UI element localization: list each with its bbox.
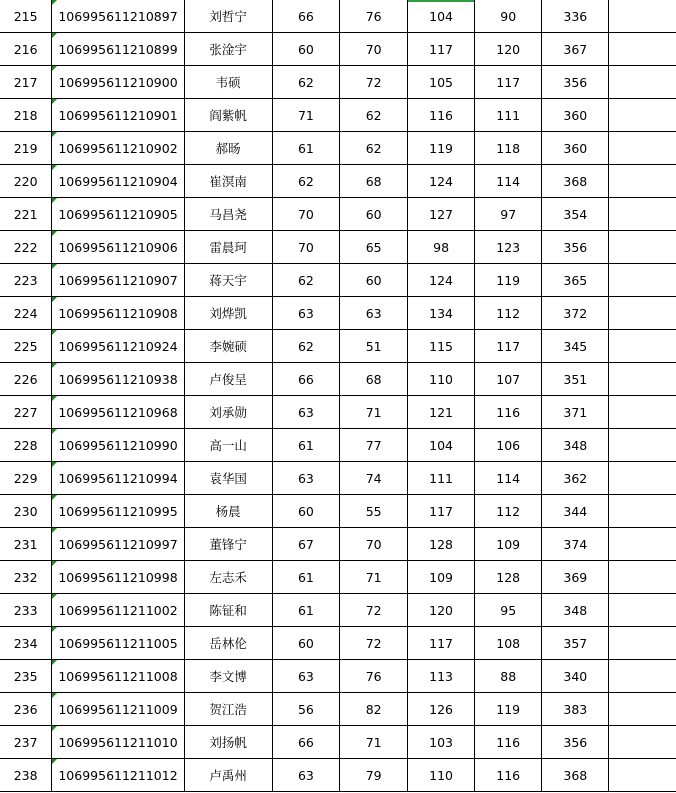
row-number-cell[interactable]: 224: [0, 297, 52, 330]
name-cell[interactable]: 张淦宇: [184, 33, 272, 66]
total-score-cell[interactable]: 344: [542, 495, 609, 528]
candidate-id-cell[interactable]: 106995611210906: [52, 231, 184, 264]
score-cell-2[interactable]: 72: [340, 627, 408, 660]
table-row: [0, 165, 676, 198]
score-cell-4[interactable]: 118: [475, 132, 542, 165]
score-cell-1[interactable]: 66: [272, 0, 340, 33]
score-cell-1[interactable]: 70: [272, 198, 340, 231]
row-number-cell[interactable]: 225: [0, 330, 52, 363]
name-cell[interactable]: 崔溟南: [184, 165, 272, 198]
candidate-id-cell[interactable]: 106995611210997: [52, 528, 184, 561]
row-number-cell[interactable]: 221: [0, 198, 52, 231]
score-cell-2[interactable]: 76: [340, 660, 408, 693]
score-cell-3[interactable]: 124: [408, 165, 475, 198]
score-cell-1[interactable]: 62: [272, 66, 340, 99]
candidate-id-cell[interactable]: 106995611210902: [52, 132, 184, 165]
score-cell-4[interactable]: 123: [475, 231, 542, 264]
name-cell[interactable]: 袁华国: [184, 462, 272, 495]
candidate-id-cell[interactable]: 106995611210938: [52, 363, 184, 396]
row-number-cell[interactable]: 222: [0, 231, 52, 264]
score-cell-2[interactable]: 65: [340, 231, 408, 264]
score-cell-4[interactable]: 108: [475, 627, 542, 660]
empty-cell[interactable]: [609, 429, 676, 462]
row-number-cell[interactable]: 223: [0, 264, 52, 297]
empty-cell[interactable]: [609, 165, 676, 198]
score-cell-1[interactable]: 61: [272, 561, 340, 594]
empty-cell[interactable]: [609, 462, 676, 495]
candidate-id-cell[interactable]: 106995611210904: [52, 165, 184, 198]
score-cell-2[interactable]: 72: [340, 66, 408, 99]
total-score-cell[interactable]: 345: [542, 330, 609, 363]
score-cell-1[interactable]: 61: [272, 594, 340, 627]
name-cell[interactable]: 岳林伦: [184, 627, 272, 660]
score-cell-2[interactable]: 62: [340, 132, 408, 165]
table-row: [0, 231, 676, 264]
candidate-id-cell[interactable]: 106995611210990: [52, 429, 184, 462]
candidate-id-cell[interactable]: 106995611211005: [52, 627, 184, 660]
score-cell-1[interactable]: 63: [272, 297, 340, 330]
candidate-id-cell[interactable]: 106995611210908: [52, 297, 184, 330]
score-cell-4[interactable]: 112: [475, 495, 542, 528]
name-cell[interactable]: 马昌尧: [184, 198, 272, 231]
score-cell-2[interactable]: 76: [340, 0, 408, 33]
total-score-cell[interactable]: 383: [542, 693, 609, 726]
score-cell-2[interactable]: 77: [340, 429, 408, 462]
row-number-cell[interactable]: 234: [0, 627, 52, 660]
score-cell-1[interactable]: 60: [272, 495, 340, 528]
score-cell-4[interactable]: 114: [475, 462, 542, 495]
candidate-id-cell[interactable]: 106995611211012: [52, 759, 184, 792]
table-row: [0, 330, 676, 363]
score-cell-4[interactable]: 111: [475, 99, 542, 132]
name-cell[interactable]: 刘哲宁: [184, 0, 272, 33]
total-score-cell[interactable]: 336: [542, 0, 609, 33]
score-cell-1[interactable]: 63: [272, 462, 340, 495]
total-score-cell[interactable]: 374: [542, 528, 609, 561]
empty-cell[interactable]: [609, 726, 676, 759]
score-cell-3[interactable]: 116: [408, 99, 475, 132]
score-cell-4[interactable]: 88: [475, 660, 542, 693]
score-cell-4[interactable]: 116: [475, 726, 542, 759]
total-score-cell[interactable]: 356: [542, 66, 609, 99]
score-cell-1[interactable]: 61: [272, 132, 340, 165]
row-number-cell[interactable]: 216: [0, 33, 52, 66]
name-cell[interactable]: 杨晨: [184, 495, 272, 528]
row-number-cell[interactable]: 227: [0, 396, 52, 429]
empty-cell[interactable]: [609, 132, 676, 165]
score-cell-2[interactable]: 70: [340, 528, 408, 561]
score-cell-1[interactable]: 66: [272, 363, 340, 396]
score-cell-2[interactable]: 51: [340, 330, 408, 363]
table-row: [0, 297, 676, 330]
score-cell-2[interactable]: 71: [340, 396, 408, 429]
empty-cell[interactable]: [609, 396, 676, 429]
candidate-id-cell[interactable]: 106995611210907: [52, 264, 184, 297]
score-cell-3[interactable]: 113: [408, 660, 475, 693]
row-number-cell[interactable]: 228: [0, 429, 52, 462]
name-cell[interactable]: 卢禹州: [184, 759, 272, 792]
candidate-id-cell[interactable]: 106995611210900: [52, 66, 184, 99]
empty-cell[interactable]: [609, 66, 676, 99]
table-row: [0, 726, 676, 759]
score-cell-2[interactable]: 71: [340, 726, 408, 759]
name-cell[interactable]: 李婉硕: [184, 330, 272, 363]
candidate-id-cell[interactable]: 106995611210998: [52, 561, 184, 594]
row-number-cell[interactable]: 236: [0, 693, 52, 726]
row-number-cell[interactable]: 229: [0, 462, 52, 495]
row-number-cell[interactable]: 219: [0, 132, 52, 165]
empty-cell[interactable]: [609, 627, 676, 660]
table-row: [0, 0, 676, 33]
score-cell-2[interactable]: 68: [340, 363, 408, 396]
name-cell[interactable]: 阎紫帆: [184, 99, 272, 132]
empty-cell[interactable]: [609, 0, 676, 33]
score-cell-1[interactable]: 67: [272, 528, 340, 561]
score-cell-4[interactable]: 119: [475, 693, 542, 726]
score-cell-4[interactable]: 119: [475, 264, 542, 297]
score-cell-3[interactable]: 124: [408, 264, 475, 297]
score-cell-1[interactable]: 71: [272, 99, 340, 132]
row-number-cell[interactable]: 230: [0, 495, 52, 528]
score-cell-1[interactable]: 62: [272, 264, 340, 297]
score-cell-3[interactable]: 105: [408, 66, 475, 99]
row-number-cell[interactable]: 231: [0, 528, 52, 561]
table-row: [0, 264, 676, 297]
score-cell-3[interactable]: 128: [408, 528, 475, 561]
total-score-cell[interactable]: 368: [542, 165, 609, 198]
candidate-id-cell[interactable]: 106995611211009: [52, 693, 184, 726]
score-cell-1[interactable]: 62: [272, 165, 340, 198]
total-score-cell[interactable]: 360: [542, 99, 609, 132]
table-row: [0, 627, 676, 660]
score-cell-2[interactable]: 68: [340, 165, 408, 198]
row-number-cell[interactable]: 218: [0, 99, 52, 132]
score-cell-2[interactable]: 70: [340, 33, 408, 66]
candidate-id-cell[interactable]: 106995611210899: [52, 33, 184, 66]
score-cell-2[interactable]: 60: [340, 198, 408, 231]
score-cell-3[interactable]: 104: [408, 429, 475, 462]
score-cell-1[interactable]: 56: [272, 693, 340, 726]
candidate-id-cell[interactable]: 106995611210994: [52, 462, 184, 495]
candidate-id-cell[interactable]: 106995611210968: [52, 396, 184, 429]
total-score-cell[interactable]: 360: [542, 132, 609, 165]
score-cell-4[interactable]: 128: [475, 561, 542, 594]
row-number-cell[interactable]: 217: [0, 66, 52, 99]
score-cell-3[interactable]: 110: [408, 363, 475, 396]
name-cell[interactable]: 刘承勋: [184, 396, 272, 429]
empty-cell[interactable]: [609, 198, 676, 231]
total-score-cell[interactable]: 356: [542, 231, 609, 264]
table-row: [0, 660, 676, 693]
row-number-cell[interactable]: 215: [0, 0, 52, 33]
score-cell-2[interactable]: 82: [340, 693, 408, 726]
total-score-cell[interactable]: 362: [542, 462, 609, 495]
total-score-cell[interactable]: 367: [542, 33, 609, 66]
candidate-id-cell[interactable]: 106995611211002: [52, 594, 184, 627]
score-cell-1[interactable]: 60: [272, 627, 340, 660]
total-score-cell[interactable]: 351: [542, 363, 609, 396]
score-cell-4[interactable]: 116: [475, 396, 542, 429]
name-cell[interactable]: 刘烨凯: [184, 297, 272, 330]
total-score-cell[interactable]: 371: [542, 396, 609, 429]
score-cell-4[interactable]: 95: [475, 594, 542, 627]
score-cell-3[interactable]: 104: [408, 0, 475, 33]
total-score-cell[interactable]: 368: [542, 759, 609, 792]
score-cell-2[interactable]: 60: [340, 264, 408, 297]
name-cell[interactable]: 左志禾: [184, 561, 272, 594]
score-cell-3[interactable]: 119: [408, 132, 475, 165]
table-row: [0, 363, 676, 396]
name-cell[interactable]: 刘扬帆: [184, 726, 272, 759]
row-number-cell[interactable]: 226: [0, 363, 52, 396]
table-row: [0, 396, 676, 429]
candidate-id-cell[interactable]: 106995611210901: [52, 99, 184, 132]
empty-cell[interactable]: [609, 660, 676, 693]
score-cell-2[interactable]: 74: [340, 462, 408, 495]
score-cell-3[interactable]: 120: [408, 594, 475, 627]
total-score-cell[interactable]: 372: [542, 297, 609, 330]
total-score-cell[interactable]: 356: [542, 726, 609, 759]
empty-cell[interactable]: [609, 264, 676, 297]
empty-cell[interactable]: [609, 693, 676, 726]
name-cell[interactable]: 蒋天宇: [184, 264, 272, 297]
row-number-cell[interactable]: 237: [0, 726, 52, 759]
row-number-cell[interactable]: 233: [0, 594, 52, 627]
table-row: [0, 462, 676, 495]
candidate-id-cell[interactable]: 106995611210995: [52, 495, 184, 528]
score-cell-1[interactable]: 61: [272, 429, 340, 462]
score-cell-3[interactable]: 110: [408, 759, 475, 792]
score-cell-3[interactable]: 115: [408, 330, 475, 363]
row-number-cell[interactable]: 232: [0, 561, 52, 594]
score-cell-2[interactable]: 62: [340, 99, 408, 132]
score-cell-3[interactable]: 117: [408, 495, 475, 528]
score-cell-3[interactable]: 111: [408, 462, 475, 495]
score-cell-1[interactable]: 62: [272, 330, 340, 363]
candidate-id-cell[interactable]: 106995611211010: [52, 726, 184, 759]
score-cell-4[interactable]: 120: [475, 33, 542, 66]
table-row: [0, 33, 676, 66]
table-row: [0, 99, 676, 132]
score-cell-4[interactable]: 109: [475, 528, 542, 561]
score-cell-3[interactable]: 127: [408, 198, 475, 231]
score-cell-1[interactable]: 63: [272, 759, 340, 792]
total-score-cell[interactable]: 348: [542, 429, 609, 462]
score-cell-3[interactable]: 134: [408, 297, 475, 330]
score-cell-1[interactable]: 60: [272, 33, 340, 66]
empty-cell[interactable]: [609, 33, 676, 66]
candidate-id-cell[interactable]: 106995611210924: [52, 330, 184, 363]
score-cell-1[interactable]: 66: [272, 726, 340, 759]
total-score-cell[interactable]: 365: [542, 264, 609, 297]
score-cell-2[interactable]: 63: [340, 297, 408, 330]
name-cell[interactable]: 韦硕: [184, 66, 272, 99]
score-cell-4[interactable]: 117: [475, 66, 542, 99]
score-cell-1[interactable]: 70: [272, 231, 340, 264]
empty-cell[interactable]: [609, 330, 676, 363]
table-row: [0, 495, 676, 528]
name-cell[interactable]: 卢俊呈: [184, 363, 272, 396]
row-number-cell[interactable]: 238: [0, 759, 52, 792]
table-row: [0, 528, 676, 561]
score-cell-4[interactable]: 117: [475, 330, 542, 363]
score-cell-3[interactable]: 126: [408, 693, 475, 726]
table-row: [0, 198, 676, 231]
name-cell[interactable]: 贺江浩: [184, 693, 272, 726]
score-cell-3[interactable]: 103: [408, 726, 475, 759]
score-cell-4[interactable]: 90: [475, 0, 542, 33]
table-row: [0, 132, 676, 165]
score-cell-1[interactable]: 63: [272, 396, 340, 429]
total-score-cell[interactable]: 348: [542, 594, 609, 627]
score-cell-4[interactable]: 114: [475, 165, 542, 198]
table-row: [0, 594, 676, 627]
empty-cell[interactable]: [609, 99, 676, 132]
score-cell-3[interactable]: 117: [408, 33, 475, 66]
name-cell[interactable]: 雷晨珂: [184, 231, 272, 264]
score-cell-2[interactable]: 72: [340, 594, 408, 627]
name-cell[interactable]: 董锋宁: [184, 528, 272, 561]
score-cell-4[interactable]: 97: [475, 198, 542, 231]
candidate-id-cell[interactable]: 106995611210905: [52, 198, 184, 231]
table-row: [0, 759, 676, 792]
table-row: [0, 66, 676, 99]
empty-cell[interactable]: [609, 759, 676, 792]
empty-cell[interactable]: [609, 231, 676, 264]
score-cell-2[interactable]: 55: [340, 495, 408, 528]
score-cell-1[interactable]: 63: [272, 660, 340, 693]
empty-cell[interactable]: [609, 561, 676, 594]
score-cell-3[interactable]: 121: [408, 396, 475, 429]
candidate-id-cell[interactable]: 106995611210897: [52, 0, 184, 33]
name-cell[interactable]: 李文博: [184, 660, 272, 693]
empty-cell[interactable]: [609, 528, 676, 561]
candidate-id-cell[interactable]: 106995611211008: [52, 660, 184, 693]
row-number-cell[interactable]: 235: [0, 660, 52, 693]
name-cell[interactable]: 高一山: [184, 429, 272, 462]
empty-cell[interactable]: [609, 495, 676, 528]
score-cell-3[interactable]: 98: [408, 231, 475, 264]
name-cell[interactable]: 郝旸: [184, 132, 272, 165]
empty-cell[interactable]: [609, 594, 676, 627]
total-score-cell[interactable]: 357: [542, 627, 609, 660]
table-row: [0, 429, 676, 462]
total-score-cell[interactable]: 369: [542, 561, 609, 594]
name-cell[interactable]: 陈钲和: [184, 594, 272, 627]
score-cell-4[interactable]: 106: [475, 429, 542, 462]
score-cell-2[interactable]: 71: [340, 561, 408, 594]
score-cell-4[interactable]: 116: [475, 759, 542, 792]
total-score-cell[interactable]: 340: [542, 660, 609, 693]
score-cell-4[interactable]: 107: [475, 363, 542, 396]
score-cell-3[interactable]: 117: [408, 627, 475, 660]
table-row: [0, 561, 676, 594]
total-score-cell[interactable]: 354: [542, 198, 609, 231]
row-number-cell[interactable]: 220: [0, 165, 52, 198]
table-row: [0, 693, 676, 726]
score-cell-2[interactable]: 79: [340, 759, 408, 792]
score-cell-3[interactable]: 109: [408, 561, 475, 594]
empty-cell[interactable]: [609, 297, 676, 330]
score-cell-4[interactable]: 112: [475, 297, 542, 330]
empty-cell[interactable]: [609, 363, 676, 396]
